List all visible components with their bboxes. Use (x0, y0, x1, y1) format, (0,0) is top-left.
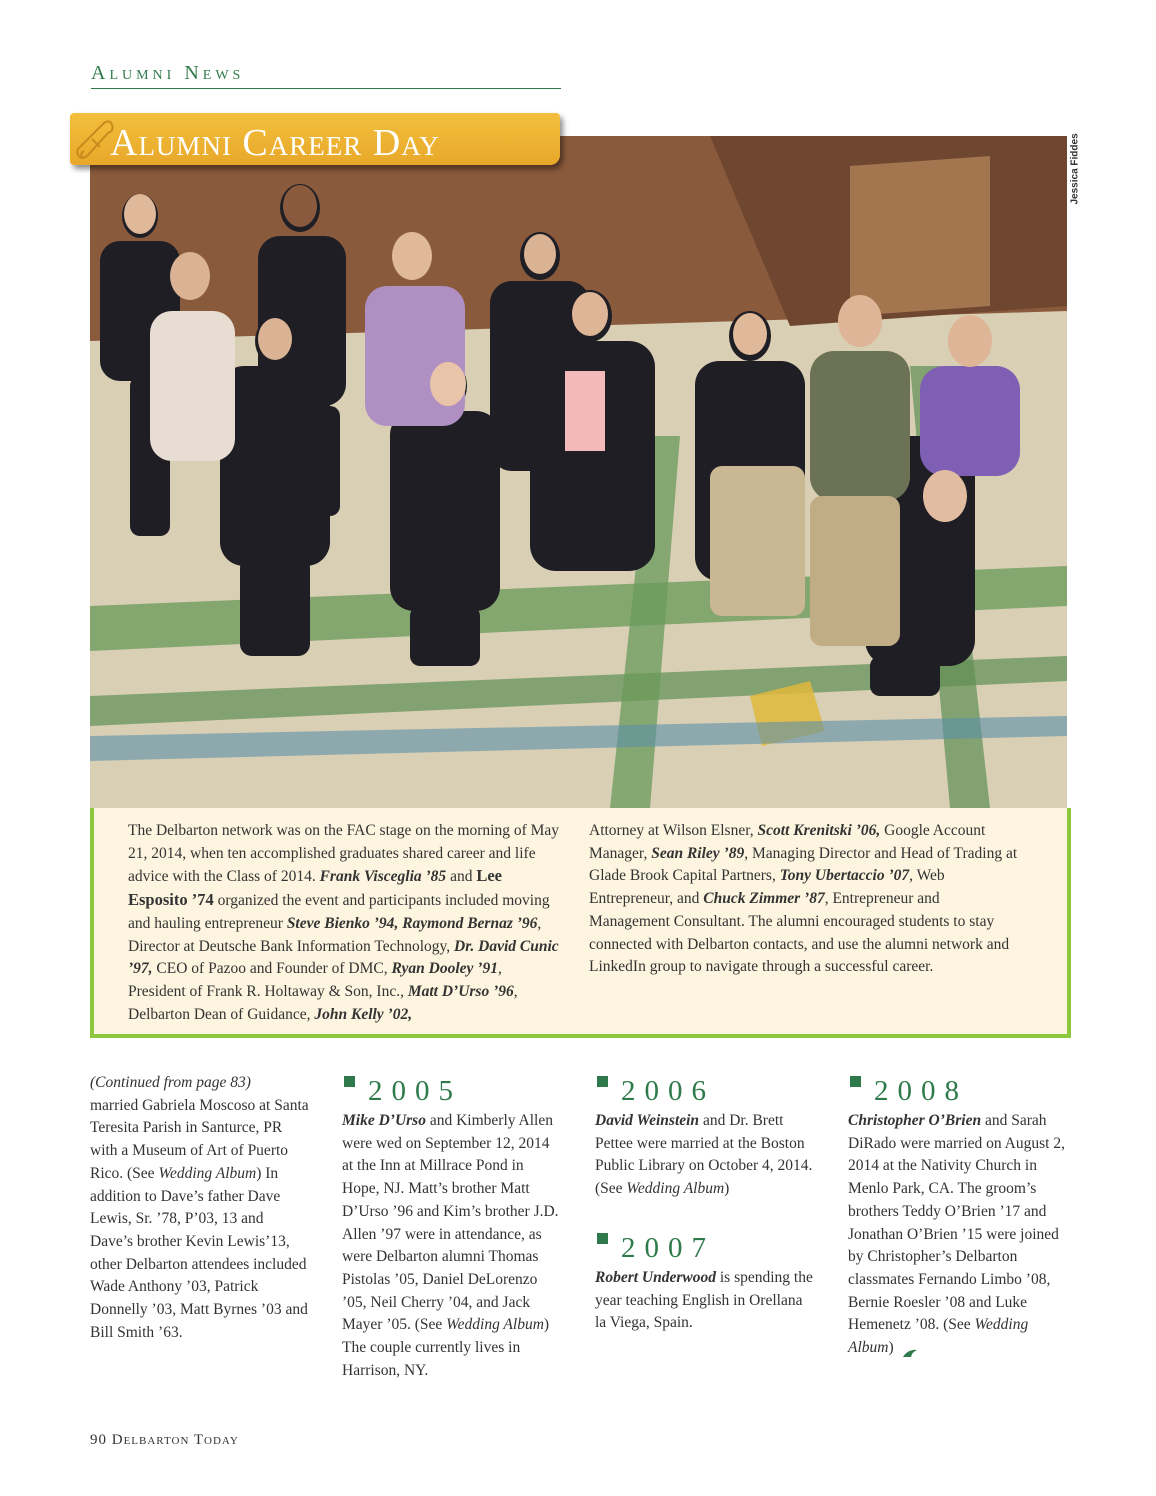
alumni-name: Frank Visceglia ’85 (319, 868, 447, 886)
caption-text: , (408, 1005, 413, 1023)
caption-text: and (446, 868, 477, 886)
caption-text: , Delbarton Dean of Guidance, (128, 982, 518, 1023)
alumni-name: David Weinstein (595, 1112, 700, 1129)
news-item (848, 1110, 1066, 1360)
class-year-heading (595, 1229, 815, 1267)
class-year-heading (595, 1072, 815, 1110)
caption-text: The Delbarton network was on the FAC stage on the morning of May 21, 2014, when ten accomplished graduates shared career and life advice with the Class of 2014. (128, 822, 560, 886)
photo-credit-text: Jessica Fiddes (1069, 133, 1081, 205)
caption-text: , Director at Deutsche Bank Information Technology, (128, 914, 542, 955)
alumni-name: Matt D’Urso ’96 (407, 982, 514, 1000)
album-reference: Wedding Album (626, 1180, 725, 1198)
caption-text: , Web Entrepreneur, and (589, 867, 945, 908)
news-column-4 (848, 1072, 1066, 1360)
bullet-square-icon (597, 1076, 608, 1087)
caption-text: Google Account Manager, (589, 822, 986, 862)
bullet-square-icon (597, 1233, 608, 1244)
news-column-3 (595, 1072, 815, 1335)
album-reference: Wedding Album (158, 1164, 257, 1182)
caption-text: , (394, 914, 403, 932)
news-text: ) The couple currently lives in Harrison, NY. (342, 1316, 550, 1379)
caption-text: Attorney at Wilson Elsner, (589, 822, 758, 839)
caption-text: organized the event and participants included moving and hauling entrepreneur (128, 892, 550, 932)
alumni-name: Ryan Dooley ’91 (391, 960, 498, 978)
alumni-name: Tony Ubertaccio ’07 (779, 867, 910, 885)
end-mark-icon (902, 1343, 918, 1353)
alumni-name: Chuck Zimmer ’87 (703, 890, 825, 908)
news-text: married Gabriela Moscoso at Santa Teresita Parish in Santurce, PR with a Museum of Art of Puerto Rico. (See (90, 1096, 309, 1182)
caption-column-right (589, 820, 1019, 979)
photo-credit (1068, 133, 1082, 206)
news-text: and Kimberly Allen were wed on September 12, 2014 at the Inn at Millrace Pond in Hope, NJ. Matt’s brother Matt D’Urso ’96 and Kim’s brother J.D. Allen ’97 were in attendance, as were Delbarton alumni Thomas Pistolas ’05, Daniel DeLorenzo ’05, Neil Cherry ’04, and Jack Mayer ’05. (See (342, 1112, 559, 1334)
news-text: and Dr. Brett Pettee were married at the Boston Public Library on October 4, 2014. (See (595, 1112, 813, 1198)
class-year-heading (848, 1072, 1066, 1110)
news-item (90, 1095, 310, 1345)
alumni-name: Steve Bienko ’94 (286, 914, 395, 932)
section-header (91, 62, 561, 89)
news-item (342, 1110, 562, 1382)
caption-column-left (128, 820, 563, 1026)
alumni-name: Sean Riley ’89 (651, 844, 745, 862)
alumni-name: Christopher O’Brien (848, 1112, 982, 1129)
page-footer (90, 1432, 239, 1449)
news-column-1 (90, 1072, 310, 1344)
alumni-name: Raymond Bernaz ’96 (402, 914, 538, 932)
news-text: is spending the year teaching English in Orellana la Viega, Spain. (595, 1268, 813, 1332)
alumni-name: Lee Esposito ’74 (128, 866, 502, 910)
album-reference: Wedding Album (446, 1316, 544, 1334)
news-item (595, 1110, 815, 1201)
continued-note: (Continued from page 83) (90, 1074, 251, 1091)
caption-text: , President of Frank R. Holtaway & Son, Inc., (128, 960, 502, 1000)
class-year: 2008 (874, 1075, 968, 1107)
alumni-name: Dr. David Cunic ’97, (128, 937, 559, 978)
alumni-name: John Kelly ’02 (314, 1005, 409, 1023)
caption-text: , Entrepreneur and Management Consultant. The alumni encouraged students to stay connected with Delbarton contacts, and use the alumni network and LinkedIn group to navigate through a successful career. (589, 890, 1010, 976)
news-text: ) In addition to Dave’s father Dave Lewis, Sr. ’78, P’03, 13 and Dave’s brother Kevin Lewis’13, other Delbarton attendees included Wade Anthony ’03, Patrick Donnelly ’03, Matt Byrnes ’03 and Bill Smith ’63. (90, 1164, 308, 1341)
group-photo (90, 136, 1067, 808)
alumni-name: Robert Underwood (595, 1268, 716, 1286)
photo-caption (90, 808, 1071, 1038)
class-year: 2006 (621, 1075, 715, 1107)
alumni-name: Mike D’Urso (342, 1112, 426, 1129)
class-year-heading (342, 1072, 562, 1110)
publication-name: Delbarton Today (111, 1432, 239, 1448)
bullet-square-icon (344, 1076, 355, 1087)
news-text: ) (888, 1339, 894, 1357)
caption-text: CEO of Pazoo and Founder of DMC, (152, 960, 392, 978)
news-text: and Sarah DiRado were married on August 2, 2014 at the Nativity Church in Menlo Park, CA. The groom’s brothers Teddy O’Brien ’17 and Jonathan O’Brien ’15 were joined by Christopher’s Delbarton classmates Fernando Limbo ’08, Bernie Roesler ’08 and Luke Hemenetz ’08. (See (848, 1112, 1065, 1334)
bullet-square-icon (850, 1076, 861, 1087)
album-reference: Wedding Album (848, 1316, 1029, 1357)
feature-title: Alumni Career Day (110, 122, 440, 164)
alumni-name: Scott Krenitski ’06, (757, 822, 881, 839)
feature-banner (70, 113, 560, 165)
caption-text: , Managing Director and Head of Trading at Glade Brook Capital Partners, (589, 844, 1018, 885)
page-number: 90 (90, 1432, 107, 1448)
class-year: 2007 (621, 1231, 715, 1264)
class-year: 2005 (368, 1075, 462, 1107)
section-title: Alumni News (91, 62, 245, 84)
news-column-2 (342, 1072, 562, 1382)
news-text: ) (724, 1180, 730, 1198)
news-item (595, 1267, 815, 1335)
